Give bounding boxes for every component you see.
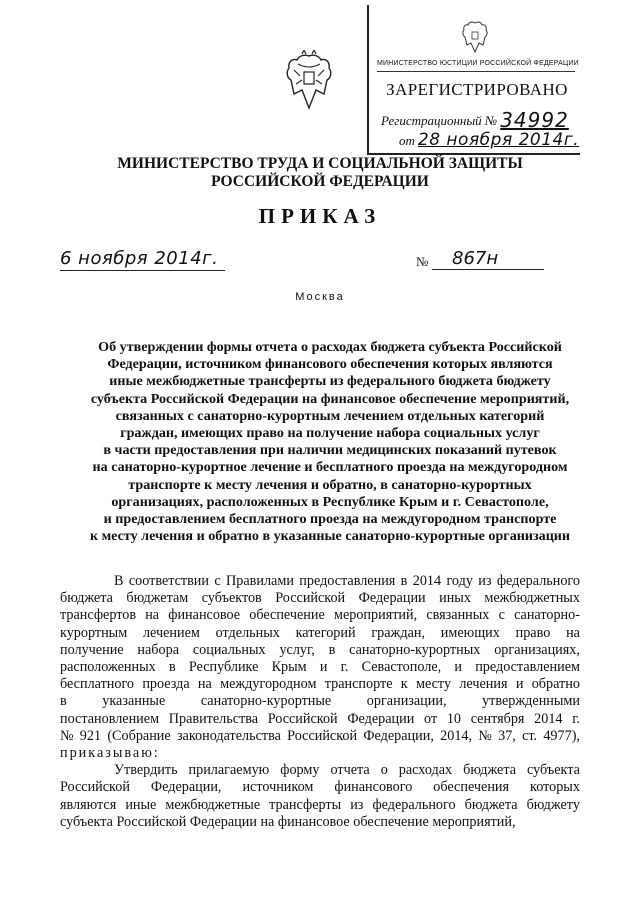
body-word: Крым [271, 659, 307, 676]
body-word: социальных [192, 641, 266, 658]
body-word: г. [572, 710, 580, 727]
title-line: граждан, имеющих право на получение набора социальных услуг [120, 425, 540, 442]
body-word: Правительства [168, 710, 259, 727]
body-line [60, 625, 580, 642]
body-word: обеспечения [433, 779, 510, 796]
body-line: субъекта Российской Федерации на финансовое обеспечение мероприятий, [60, 813, 516, 830]
body-word: г. [340, 659, 349, 676]
order-number-label: № [416, 254, 429, 269]
body-word: Российской [287, 727, 358, 744]
body-word: прилагаемую [188, 762, 270, 779]
body-word: расположенных [60, 659, 156, 676]
title-line: транспорте к месту лечения и обратно, в санаторно-курортных [128, 476, 532, 493]
body-word: законодательства [176, 727, 281, 744]
ministry-name-line: МИНИСТЕРСТВО ТРУДА И СОЦИАЛЬНОЙ ЗАЩИТЫ [117, 155, 523, 172]
body-word: трансфертов [60, 607, 137, 624]
body-word: которых [530, 779, 580, 796]
body-word: и [515, 676, 524, 693]
body-line [60, 659, 580, 676]
body-word: иных [439, 590, 471, 607]
body-word: № [60, 727, 74, 744]
body-word: 4977), [543, 727, 580, 744]
body-word: межбюджетные [165, 796, 261, 813]
title-line: организациях, расположенных в Республике Крым и г. Севастополе, [111, 493, 549, 510]
body-word: Правилами [226, 573, 294, 589]
body-word: с [214, 573, 221, 589]
body-word: бесплатного [60, 676, 135, 693]
body-word: утвержденными [482, 693, 580, 710]
body-word: Федерации [347, 710, 415, 727]
body-line [60, 728, 580, 745]
body-word: финансовое [168, 607, 241, 624]
title-line: субъекта Российской Федерации на финансовое обеспечение мероприятий, [90, 390, 570, 407]
body-word: бюджетам [126, 590, 189, 607]
state-emblem-icon [284, 50, 334, 112]
body-word: в [168, 659, 176, 676]
body-word: федерального [496, 573, 580, 589]
body-word: Утвердить [114, 762, 178, 779]
body-word: году [446, 573, 473, 589]
body-line [60, 779, 580, 796]
body-word: на [197, 676, 212, 693]
body-word: от [424, 710, 438, 727]
order-title [60, 339, 600, 545]
body-line [60, 711, 580, 728]
stamp-divider [377, 71, 575, 72]
body-word: постановлением [60, 710, 160, 727]
body-word: на [566, 624, 580, 641]
body-word: с [498, 607, 505, 624]
title-line: Об утверждении формы отчета о расходах бюджета субъекта Российской [98, 339, 562, 355]
body-line [60, 642, 580, 659]
title-line: в части предоставления при наличии медицинских показаний путевок [103, 442, 557, 459]
body-word: санаторно-курортные [200, 693, 332, 710]
body-line [60, 676, 580, 693]
body-word: обратно [531, 676, 580, 693]
body-word: соответствии [128, 573, 209, 589]
body-word: месту [416, 676, 452, 693]
body-word: источником [242, 779, 314, 796]
body-line [60, 797, 580, 814]
body-word: категорий [295, 624, 356, 641]
body-word: бюджету [526, 796, 580, 813]
body-word: Республике [188, 659, 259, 676]
body-word: Севастополе, [361, 659, 442, 676]
body-word: отдельных [215, 624, 280, 641]
body-word: предоставления [299, 573, 396, 589]
stamp-registered-title: ЗАРЕГИСТРИРОВАНО [386, 80, 568, 99]
body-word: в [328, 641, 336, 658]
body-word: имеющих [440, 624, 500, 641]
body-word: обеспечение [249, 607, 325, 624]
body-word: транспорте [324, 676, 393, 693]
body-word: 10 [446, 710, 462, 727]
body-word: предоставлением [475, 659, 580, 676]
body-line [60, 590, 580, 607]
body-word: сентября [470, 710, 525, 727]
body-word: бюджета [463, 762, 517, 779]
body-word: 921 [79, 727, 102, 744]
title-line: Федерации, источником финансового обеспечения которых являются [107, 356, 553, 373]
body-word: услуг, [279, 641, 315, 658]
stamp-emblem-icon [461, 19, 489, 53]
body-word: Федерации [358, 590, 426, 607]
body-word: № [478, 727, 492, 744]
body-word: к [400, 676, 408, 693]
body-word: курортным [60, 624, 128, 641]
body-word: Российской [60, 779, 130, 796]
body-word: в [60, 693, 67, 710]
ministry-name-line: РОССИЙСКОЙ ФЕДЕРАЦИИ [211, 173, 429, 190]
order-date-handwritten: 6 ноября 2014г. [60, 248, 225, 271]
body-word: связанных [426, 607, 490, 624]
title-line: на санаторно-курортное лечение и бесплатного проезда на междугородном [92, 459, 568, 476]
body-word: проезда [142, 676, 190, 693]
title-line: к месту лечения и обратно в указанные санаторно-курортные организации [89, 528, 571, 545]
body-word: указанные [102, 693, 166, 710]
body-word: на [145, 607, 160, 624]
body-word: бюджета [464, 796, 518, 813]
title-line: и предоставлением бесплатного проезда на междугородном транспорте [103, 511, 557, 528]
document-type-heading: ПРИКАЗ [258, 204, 382, 228]
body-line [60, 762, 580, 779]
body-word: отчета [330, 762, 370, 779]
body-word: и [319, 659, 328, 676]
order-number-handwritten: 867н [432, 248, 544, 270]
body-word: субъектов [201, 590, 262, 607]
body-word: мероприятий, [333, 607, 418, 624]
body-word: форму [280, 762, 320, 779]
body-word: граждан, [371, 624, 426, 641]
body-word: право [515, 624, 551, 641]
body-word: из [350, 796, 364, 813]
body-word: Российской [275, 590, 346, 607]
body-word: расходах [398, 762, 453, 779]
body-word: санаторно- [514, 607, 580, 624]
stamp-date-prefix: от [399, 133, 415, 148]
body-word: федерального [372, 796, 456, 813]
body-word: получение [60, 641, 124, 658]
stamp-ministry-name: МИНИСТЕРСТВО ЮСТИЦИИ РОССИЙСКОЙ ФЕДЕРАЦИИ [377, 60, 579, 67]
body-word: о [380, 762, 388, 779]
issue-city: Москва [295, 291, 345, 303]
body-word: межбюджетных [484, 590, 580, 607]
body-word: лечения [459, 676, 508, 693]
body-word: санаторно-курортных [349, 641, 481, 658]
stamp-date-line [399, 130, 579, 150]
body-word: иные [125, 796, 157, 813]
ministry-name [0, 155, 640, 191]
body-line [60, 573, 580, 590]
body-word: трансферты [269, 796, 342, 813]
registration-stamp [367, 5, 580, 155]
body-word: ст. [522, 727, 538, 744]
body-word: 2014, [440, 727, 473, 744]
body-word: из [478, 573, 492, 589]
body-line [60, 607, 580, 624]
body-word: субъекта [527, 762, 580, 779]
title-line: иные межбюджетные трансферты из федерального бюджета бюджету [109, 373, 551, 390]
body-word: В [114, 573, 124, 589]
body-line: приказываю: [60, 745, 160, 762]
body-line [60, 693, 580, 710]
body-word: в [400, 573, 408, 589]
body-word: и [454, 659, 462, 676]
body-word: бюджета [60, 590, 113, 607]
body-word: междугородном [220, 676, 317, 693]
stamp-date-handwritten: 28 ноября 2014г. [417, 130, 580, 150]
body-word: являются [60, 796, 117, 813]
stamp-registration-number: 34992 [500, 108, 569, 132]
body-word: организациях, [494, 641, 580, 658]
title-line: связанных с санаторно-курортным лечением отдельных категорий [115, 407, 545, 424]
body-word: набора [137, 641, 180, 658]
body-word: Федерации, [150, 779, 222, 796]
body-word: 2014 [534, 710, 563, 727]
body-word: организации, [366, 693, 447, 710]
body-word: 2014 [412, 573, 442, 589]
body-word: Федерации, [363, 727, 434, 744]
body-word: лечением [142, 624, 200, 641]
body-word: Российской [267, 710, 338, 727]
stamp-registration-line [381, 106, 569, 130]
stamp-registration-label: Регистрационный № [381, 113, 498, 128]
body-word: 37, [498, 727, 516, 744]
body-word: финансового [334, 779, 413, 796]
body-word: (Собрание [107, 727, 171, 744]
order-body-text [60, 573, 580, 831]
